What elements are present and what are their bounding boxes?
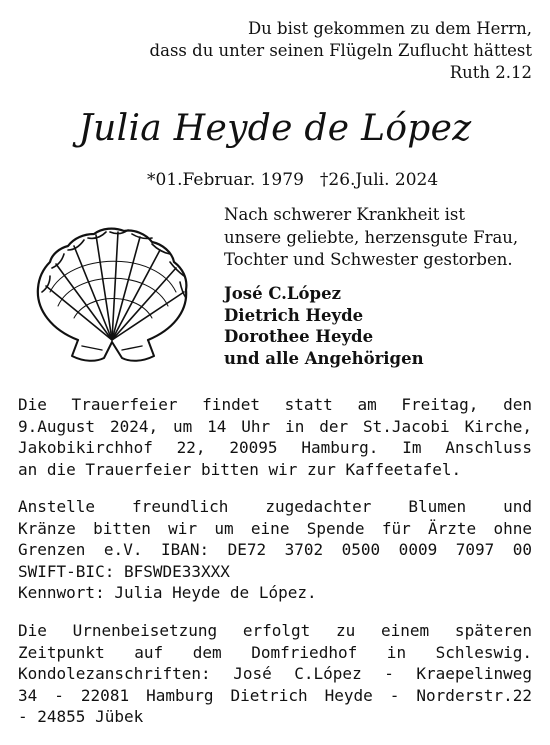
funeral-service-paragraph (18, 394, 532, 480)
paragraph-line: SWIFT-BIC: BFSWDE33XXX (18, 561, 230, 581)
paragraph-line: Zeitpunkt auf dem Domfriedhof in Schleswig. (18, 642, 532, 662)
announcement-line: Nach schwerer Krankheit ist (224, 205, 465, 224)
life-dates (147, 168, 438, 192)
paragraph-line: Die Urnenbeisetzung erfolgt zu einem späteren (18, 621, 532, 640)
death-date: †26.Juli. 2024 (319, 170, 439, 190)
family-signature (224, 283, 424, 369)
family-member: José C.López (224, 284, 341, 303)
deceased-name: Julia Heyde de López (78, 108, 472, 149)
family-member: und alle Angehörigen (224, 348, 424, 368)
family-member: Dorothee Heyde (224, 327, 374, 346)
birth-date: *01.Februar. 1979 (147, 170, 304, 190)
announcement-line: Tochter und Schwester gestorben. (224, 250, 513, 269)
paragraph-line: Kondolezanschriften: José C.López - Kraepelinweg (18, 664, 532, 683)
paragraph-line: Kennwort: Julia Heyde de López. (18, 583, 317, 602)
paragraph-line: an die Trauerfeier bitten wir zur Kaffeetafel. (18, 459, 462, 479)
family-member: Dietrich Heyde (224, 305, 364, 325)
bible-verse (150, 18, 532, 84)
paragraph-line: 9.August 2024, um 14 Uhr in der St.Jacobi Kirche, (18, 416, 532, 436)
paragraph-line: Grenzen e.V. IBAN: DE72 3702 0500 0009 7097 00 (18, 540, 532, 559)
burial-paragraph (18, 620, 532, 728)
verse-line: Du bist gekommen zu dem Herrn, (247, 19, 532, 38)
paragraph-line: Kränze bitten wir um eine Spende für Ärzte ohne (18, 518, 532, 538)
announcement-text (224, 204, 518, 272)
verse-reference: Ruth 2.12 (449, 63, 532, 82)
paragraph-line: Die Trauerfeier findet statt am Freitag, den (18, 395, 532, 414)
paragraph-line: 34 - 22081 Hamburg Dietrich Heyde - Norderstr.22 (18, 685, 532, 705)
paragraph-line: Jakobikirchhof 22, 20095 Hamburg. Im Anschluss (18, 438, 532, 457)
scallop-shell-icon (22, 222, 202, 370)
announcement-line: unsere geliebte, herzensgute Frau, (224, 227, 519, 247)
paragraph-line: - 24855 Jübek (18, 707, 144, 726)
donation-paragraph (18, 496, 532, 604)
verse-line: dass du unter seinen Flügeln Zuflucht hättest (149, 41, 532, 60)
paragraph-line: Anstelle freundlich zugedachter Blumen und (18, 497, 532, 516)
